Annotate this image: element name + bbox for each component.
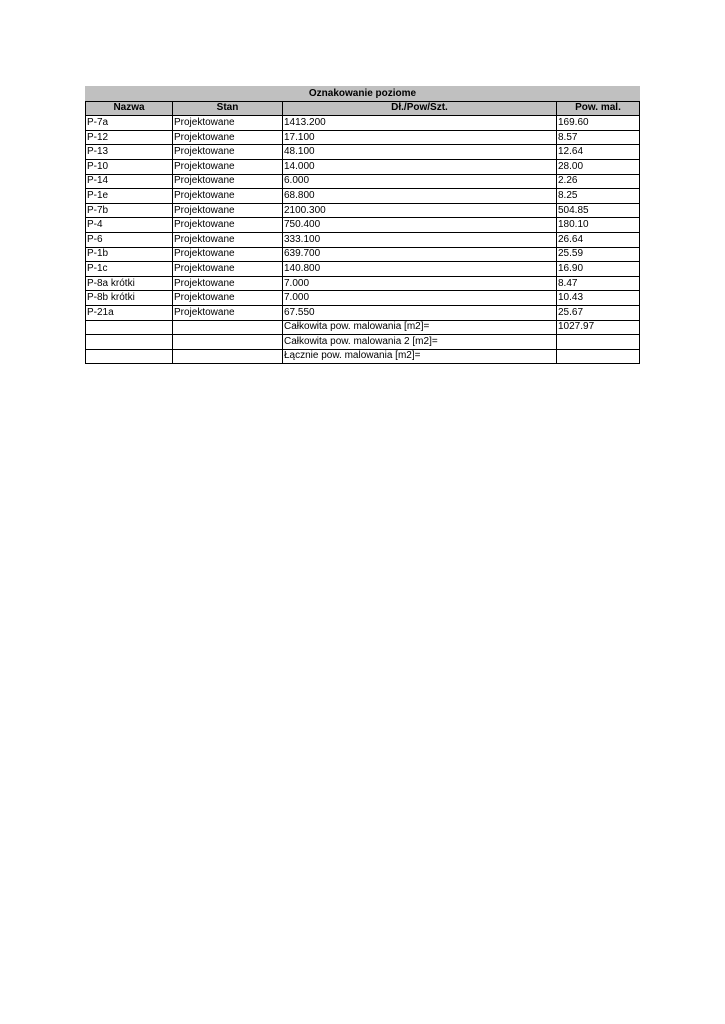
cell-pow-mal: 26.64 xyxy=(557,232,640,247)
summary-row xyxy=(86,320,640,335)
table-row xyxy=(86,145,640,160)
table-row xyxy=(86,159,640,174)
cell-pow-mal: 504.85 xyxy=(557,203,640,218)
cell-nazwa: P-1e xyxy=(86,189,173,204)
cell-stan: Projektowane xyxy=(173,174,283,189)
cell-pow-mal: 25.59 xyxy=(557,247,640,262)
cell-dlugosc: 1413.200 xyxy=(283,116,557,131)
cell-dlugosc: 14.000 xyxy=(283,159,557,174)
summary-label: Całkowita pow. malowania 2 [m2]= xyxy=(283,335,557,350)
column-header-pow-mal: Pow. mal. xyxy=(557,101,640,116)
summary-row xyxy=(86,335,640,350)
summary-empty-cell xyxy=(173,349,283,364)
cell-nazwa: P-13 xyxy=(86,145,173,160)
cell-nazwa: P-8b krótki xyxy=(86,291,173,306)
cell-nazwa: P-4 xyxy=(86,218,173,233)
table-row xyxy=(86,291,640,306)
summary-empty-cell xyxy=(173,335,283,350)
table-title-row xyxy=(86,87,640,102)
table-row xyxy=(86,174,640,189)
column-header-nazwa: Nazwa xyxy=(86,101,173,116)
table-row xyxy=(86,189,640,204)
summary-label: Całkowita pow. malowania [m2]= xyxy=(283,320,557,335)
cell-nazwa: P-10 xyxy=(86,159,173,174)
cell-stan: Projektowane xyxy=(173,218,283,233)
table-row xyxy=(86,276,640,291)
cell-pow-mal: 169.60 xyxy=(557,116,640,131)
cell-nazwa: P-21a xyxy=(86,305,173,320)
cell-stan: Projektowane xyxy=(173,203,283,218)
cell-pow-mal: 12.64 xyxy=(557,145,640,160)
table-title: Oznakowanie poziome xyxy=(86,87,640,102)
cell-pow-mal: 10.43 xyxy=(557,291,640,306)
summary-value xyxy=(557,349,640,364)
spreadsheet-page xyxy=(85,86,639,364)
cell-nazwa: P-6 xyxy=(86,232,173,247)
cell-stan: Projektowane xyxy=(173,159,283,174)
cell-nazwa: P-7a xyxy=(86,116,173,131)
table-row xyxy=(86,305,640,320)
table-row xyxy=(86,232,640,247)
cell-pow-mal: 8.25 xyxy=(557,189,640,204)
cell-pow-mal: 16.90 xyxy=(557,262,640,277)
cell-pow-mal: 28.00 xyxy=(557,159,640,174)
cell-stan: Projektowane xyxy=(173,116,283,131)
table-body xyxy=(86,116,640,364)
table-row xyxy=(86,247,640,262)
cell-nazwa: P-12 xyxy=(86,130,173,145)
summary-value: 1027.97 xyxy=(557,320,640,335)
summary-row xyxy=(86,349,640,364)
cell-pow-mal: 2.26 xyxy=(557,174,640,189)
cell-dlugosc: 17.100 xyxy=(283,130,557,145)
cell-nazwa: P-1c xyxy=(86,262,173,277)
cell-pow-mal: 25.67 xyxy=(557,305,640,320)
summary-empty-cell xyxy=(86,349,173,364)
cell-dlugosc: 140.800 xyxy=(283,262,557,277)
cell-stan: Projektowane xyxy=(173,247,283,262)
table-row xyxy=(86,116,640,131)
cell-nazwa: P-8a krótki xyxy=(86,276,173,291)
cell-stan: Projektowane xyxy=(173,305,283,320)
cell-pow-mal: 8.47 xyxy=(557,276,640,291)
table-header-row xyxy=(86,101,640,116)
cell-dlugosc: 7.000 xyxy=(283,291,557,306)
cell-dlugosc: 68.800 xyxy=(283,189,557,204)
cell-nazwa: P-7b xyxy=(86,203,173,218)
summary-empty-cell xyxy=(173,320,283,335)
cell-stan: Projektowane xyxy=(173,189,283,204)
table-row xyxy=(86,218,640,233)
cell-dlugosc: 6.000 xyxy=(283,174,557,189)
cell-pow-mal: 8.57 xyxy=(557,130,640,145)
cell-nazwa: P-1b xyxy=(86,247,173,262)
horizontal-marking-table xyxy=(85,86,640,364)
cell-stan: Projektowane xyxy=(173,130,283,145)
cell-nazwa: P-14 xyxy=(86,174,173,189)
cell-dlugosc: 750.400 xyxy=(283,218,557,233)
summary-empty-cell xyxy=(86,320,173,335)
cell-dlugosc: 48.100 xyxy=(283,145,557,160)
cell-stan: Projektowane xyxy=(173,262,283,277)
cell-pow-mal: 180.10 xyxy=(557,218,640,233)
cell-dlugosc: 333.100 xyxy=(283,232,557,247)
cell-dlugosc: 2100.300 xyxy=(283,203,557,218)
summary-value xyxy=(557,335,640,350)
cell-stan: Projektowane xyxy=(173,232,283,247)
table-row xyxy=(86,262,640,277)
summary-empty-cell xyxy=(86,335,173,350)
table-row xyxy=(86,130,640,145)
cell-stan: Projektowane xyxy=(173,145,283,160)
table-row xyxy=(86,203,640,218)
column-header-stan: Stan xyxy=(173,101,283,116)
cell-dlugosc: 639.700 xyxy=(283,247,557,262)
cell-stan: Projektowane xyxy=(173,291,283,306)
summary-label: Łącznie pow. malowania [m2]= xyxy=(283,349,557,364)
column-header-dlugosc: Dł./Pow/Szt. xyxy=(283,101,557,116)
cell-dlugosc: 67.550 xyxy=(283,305,557,320)
cell-stan: Projektowane xyxy=(173,276,283,291)
cell-dlugosc: 7.000 xyxy=(283,276,557,291)
